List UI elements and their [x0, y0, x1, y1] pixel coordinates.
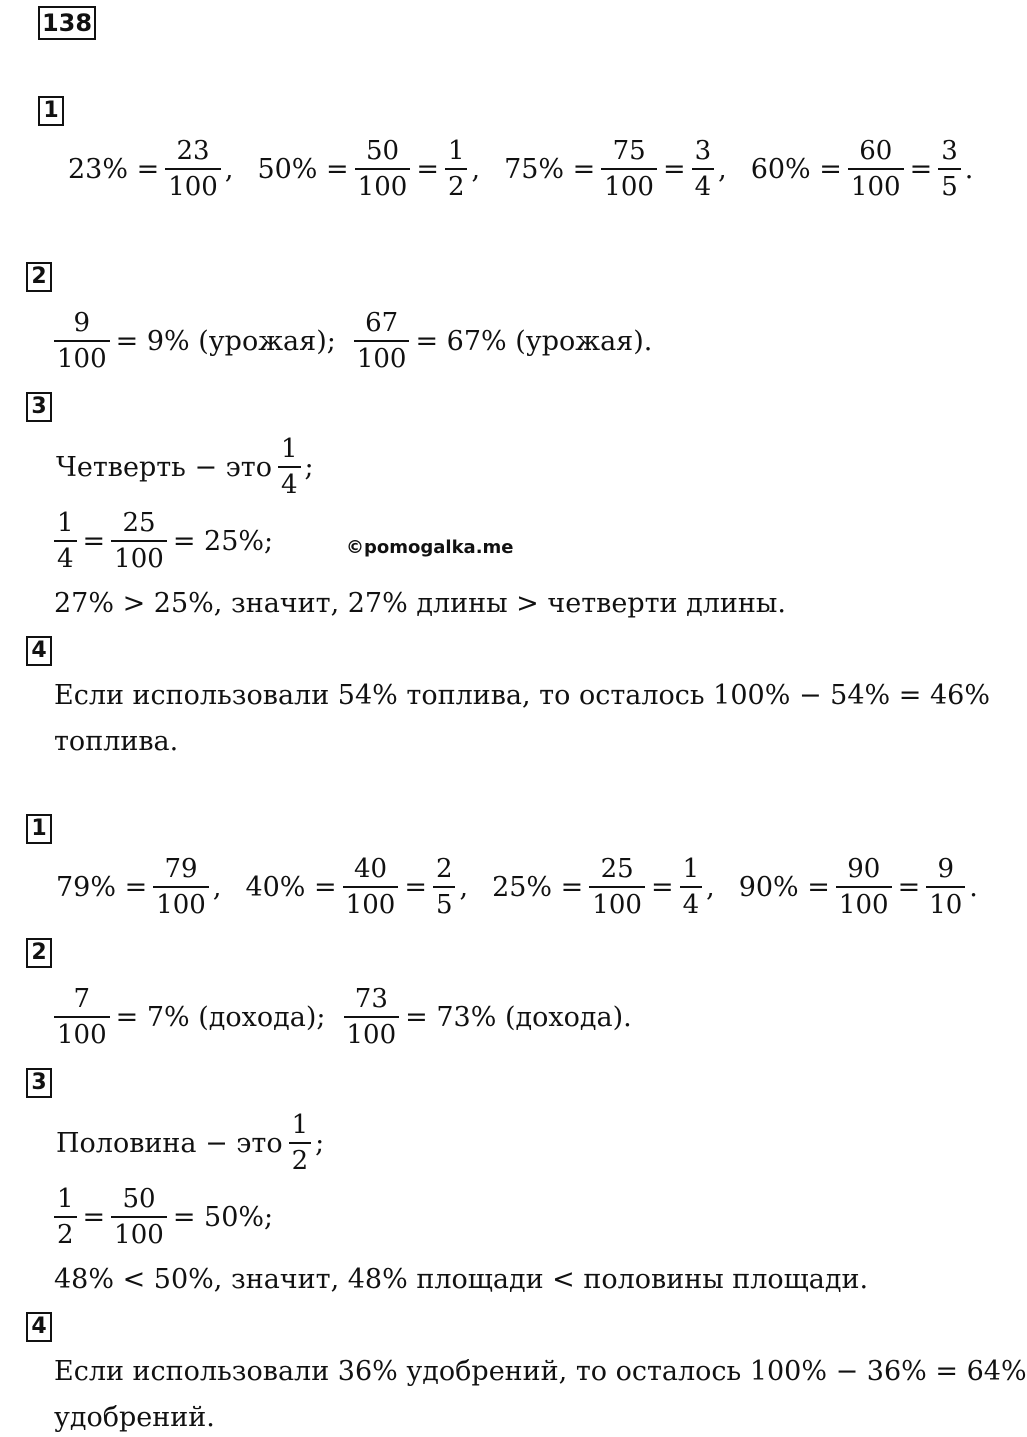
eq-lhs: 90% =	[738, 871, 830, 903]
fraction: $\frac{50}{100}$	[111, 1186, 167, 1248]
task-1-number: 1	[38, 96, 64, 126]
text: Половина − это	[56, 1127, 283, 1159]
text: Четверть − это	[56, 451, 272, 483]
fraction: $\frac{3}{4}$	[692, 138, 715, 200]
fraction: $\frac{67}{100}$	[354, 310, 410, 372]
task-3-line-1-b	[54, 1112, 324, 1174]
eq-text: = 67% (урожая).	[415, 325, 653, 357]
eq-text: = 73% (дохода).	[405, 1001, 632, 1033]
equals: =	[82, 525, 106, 557]
task-1-equations-b	[54, 856, 978, 918]
fraction: $\frac{75}{100}$	[601, 138, 657, 200]
fraction: $\frac{79}{100}$	[153, 856, 209, 918]
equals: =	[82, 1201, 106, 1233]
punct: ;	[304, 451, 314, 483]
problem-number: 138	[38, 6, 96, 40]
fraction: $\frac{25}{100}$	[111, 510, 167, 572]
task-2-number-b: 2	[26, 938, 52, 968]
eq-text: = 25%;	[172, 525, 274, 557]
fraction: $\frac{23}{100}$	[165, 138, 221, 200]
eq-lhs: 23% =	[68, 153, 160, 185]
equals: =	[662, 153, 686, 185]
punct: ,	[718, 153, 727, 185]
fraction: $\frac{73}{100}$	[344, 986, 400, 1048]
punct: .	[964, 153, 974, 185]
task-4-line-1-b: Если использовали 36% удобрений, то осталось 100% − 36% = 64%	[54, 1356, 1027, 1387]
punct: ,	[471, 153, 481, 185]
task-3-line-1	[54, 436, 314, 498]
fraction: $\frac{50}{100}$	[355, 138, 411, 200]
equals: =	[416, 153, 439, 185]
task-2-number: 2	[26, 262, 52, 292]
eq-lhs: 40% =	[245, 871, 337, 903]
eq-text: = 7% (дохода);	[115, 1001, 326, 1033]
eq-lhs: 75% =	[504, 153, 596, 185]
task-3-line-3-b: 48% < 50%, значит, 48% площади < половины площади.	[54, 1264, 869, 1295]
task-1-number-b: 1	[26, 814, 52, 844]
punct: .	[969, 871, 978, 903]
eq-lhs: 50% =	[257, 153, 349, 185]
eq-text: = 50%;	[172, 1201, 274, 1233]
fraction: $\frac{1}{2}$	[289, 1112, 312, 1174]
task-3-line-2	[50, 510, 275, 572]
punct: ,	[212, 871, 222, 903]
task-3-line-3: 27% > 25%, значит, 27% длины > четверти длины.	[54, 588, 786, 619]
task-4-line-2-b: удобрений.	[54, 1402, 215, 1433]
fraction: $\frac{2}{5}$	[433, 856, 456, 918]
punct: ,	[224, 153, 234, 185]
equals: =	[650, 871, 674, 903]
fraction: $\frac{1}{4}$	[680, 856, 703, 918]
fraction: $\frac{25}{100}$	[589, 856, 645, 918]
fraction: $\frac{1}{4}$	[54, 510, 77, 572]
watermark: ©pomogalka.me	[346, 537, 514, 558]
fraction: $\frac{40}{100}$	[343, 856, 399, 918]
punct: ,	[459, 871, 469, 903]
fraction: $\frac{60}{100}$	[848, 138, 904, 200]
fraction: $\frac{90}{100}$	[836, 856, 892, 918]
task-3-number: 3	[26, 392, 52, 422]
task-3-line-2-b	[50, 1186, 275, 1248]
fraction: $\frac{9}{10}$	[926, 856, 965, 918]
equals: =	[909, 153, 933, 185]
equals: =	[404, 871, 427, 903]
task-4-line-2: топлива.	[54, 726, 179, 757]
fraction: $\frac{9}{100}$	[54, 310, 110, 372]
fraction: $\frac{3}{5}$	[938, 138, 961, 200]
task-3-number-b: 3	[26, 1068, 52, 1098]
eq-lhs: 25% =	[492, 871, 584, 903]
task-4-number-b: 4	[26, 1312, 52, 1342]
task-2-equations-b	[50, 986, 634, 1048]
punct: ,	[706, 871, 715, 903]
task-1-equations	[66, 138, 973, 200]
task-4-line-1: Если использовали 54% топлива, то осталось 100% − 54% = 46%	[54, 680, 990, 711]
punct: ;	[315, 1127, 325, 1159]
equals: =	[897, 871, 921, 903]
eq-text: = 9% (урожая);	[115, 325, 336, 357]
fraction: $\frac{1}{4}$	[278, 436, 301, 498]
fraction: $\frac{1}{2}$	[445, 138, 468, 200]
eq-lhs: 79% =	[56, 871, 148, 903]
task-4-number: 4	[26, 636, 52, 666]
task-2-equations	[50, 310, 654, 372]
fraction: $\frac{1}{2}$	[54, 1186, 77, 1248]
fraction: $\frac{7}{100}$	[54, 986, 110, 1048]
eq-lhs: 60% =	[750, 153, 842, 185]
